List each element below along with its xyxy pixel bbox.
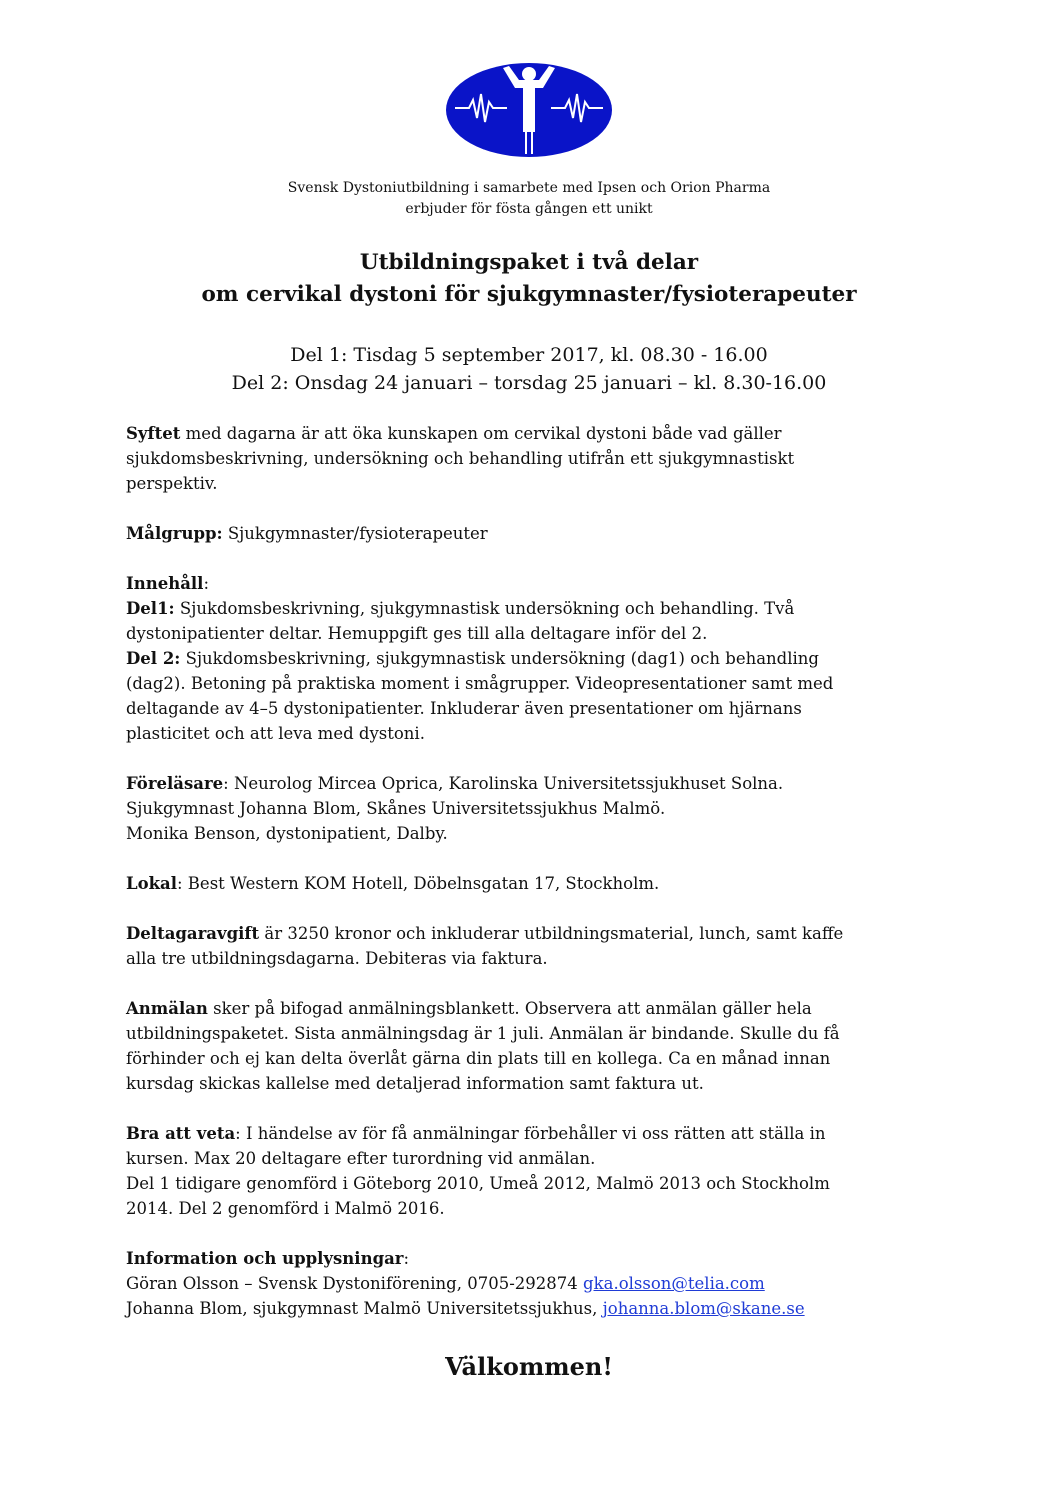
syfte-label: Syftet bbox=[126, 424, 181, 443]
del2-label: Del 2: bbox=[126, 649, 181, 668]
del2-text: Sjukdomsbeskrivning, sjukgymnastisk undersökning (dag1) och behandling bbox=[180, 649, 819, 668]
anmalan-text: sker på bifogad anmälningsblankett. Observera att anmälan gäller hela bbox=[207, 999, 812, 1018]
course-dates bbox=[0, 341, 1058, 397]
dystonia-logo bbox=[445, 62, 613, 158]
bra-text: : I händelse av för få anmälningar förbehåller vi oss rätten att ställa in bbox=[235, 1124, 826, 1143]
contact-2-text: Johanna Blom, sjukgymnast Malmö Universitetssjukhus, bbox=[126, 1299, 603, 1318]
bra-text: Del 1 tidigare genomförd i Göteborg 2010, Umeå 2012, Malmö 2013 och Stockholm bbox=[126, 1174, 830, 1193]
syfte-text: med dagarna är att öka kunskapen om cervikal dystoni både vad gäller bbox=[180, 424, 782, 443]
syfte-text: perspektiv. bbox=[126, 474, 218, 493]
intro-text bbox=[0, 178, 1058, 220]
intro-line-1: Svensk Dystoniutbildning i samarbete med Ipsen och Orion Pharma bbox=[287, 180, 771, 196]
section-bra-att-veta bbox=[126, 1121, 926, 1221]
title-line-2: om cervikal dystoni för sjukgymnaster/fysioterapeuter bbox=[201, 282, 857, 307]
info-colon: : bbox=[403, 1249, 410, 1268]
malgrupp-text: Sjukgymnaster/fysioterapeuter bbox=[222, 524, 488, 543]
anmalan-text: förhinder och ej kan delta överlåt gärna din plats till en kollega. Ca en månad innan bbox=[126, 1049, 831, 1068]
title-line-1: Utbildningspaket i två delar bbox=[359, 250, 699, 275]
document-body bbox=[126, 421, 926, 1346]
lokal-label: Lokal bbox=[126, 874, 177, 893]
innehall-colon: : bbox=[203, 574, 209, 593]
info-label: Information och upplysningar bbox=[126, 1249, 404, 1268]
bra-label: Bra att veta bbox=[126, 1124, 236, 1143]
anmalan-label: Anmälan bbox=[126, 999, 208, 1018]
del2-text: plasticitet och att leva med dystoni. bbox=[126, 724, 425, 743]
forelasare-text: : Neurolog Mircea Oprica, Karolinska Universitetssjukhuset Solna. bbox=[223, 774, 784, 793]
document-title bbox=[0, 247, 1058, 311]
section-syfte bbox=[126, 421, 926, 496]
bra-text: kursen. Max 20 deltagare efter turordning vid anmälan. bbox=[126, 1149, 596, 1168]
avgift-label: Deltagaravgift bbox=[126, 924, 260, 943]
del1-label: Del1: bbox=[126, 599, 175, 618]
date-del-2: Del 2: Onsdag 24 januari – torsdag 25 januari – kl. 8.30-16.00 bbox=[231, 372, 827, 394]
anmalan-text: utbildningspaketet. Sista anmälningsdag är 1 juli. Anmälan är bindande. Skulle du få bbox=[126, 1024, 840, 1043]
malgrupp-label: Målgrupp: bbox=[126, 524, 223, 543]
avgift-text: är 3250 kronor och inkluderar utbildningsmaterial, lunch, samt kaffe bbox=[259, 924, 844, 943]
del2-text: deltagande av 4–5 dystonipatienter. Inkluderar även presentationer om hjärnans bbox=[126, 699, 802, 718]
section-avgift bbox=[126, 921, 926, 971]
section-forelasare bbox=[126, 771, 926, 846]
forelasare-label: Föreläsare bbox=[126, 774, 224, 793]
section-lokal bbox=[126, 871, 926, 896]
del1-text: dystonipatienter deltar. Hemuppgift ges till alla deltagare inför del 2. bbox=[126, 624, 708, 643]
section-malgrupp bbox=[126, 521, 926, 546]
forelasare-text: Monika Benson, dystonipatient, Dalby. bbox=[126, 824, 448, 843]
anmalan-text: kursdag skickas kallelse med detaljerad information samt faktura ut. bbox=[126, 1074, 704, 1093]
section-information bbox=[126, 1246, 926, 1321]
contact-1-text: Göran Olsson – Svensk Dystoniförening, 0705-292874 bbox=[126, 1274, 584, 1293]
section-innehall bbox=[126, 571, 926, 746]
contact-1-email-link[interactable]: gka.olsson@telia.com bbox=[583, 1274, 765, 1293]
forelasare-text: Sjukgymnast Johanna Blom, Skånes Universitetssjukhus Malmö. bbox=[126, 799, 666, 818]
welcome-heading: Välkommen! bbox=[445, 1352, 613, 1381]
contact-2-email-link[interactable]: johanna.blom@skane.se bbox=[602, 1299, 805, 1318]
date-del-1: Del 1: Tisdag 5 september 2017, kl. 08.30 - 16.00 bbox=[290, 344, 768, 366]
intro-line-2: erbjuder för fösta gången ett unikt bbox=[405, 201, 653, 217]
del1-text: Sjukdomsbeskrivning, sjukgymnastisk undersökning och behandling. Två bbox=[174, 599, 795, 618]
bra-text: 2014. Del 2 genomförd i Malmö 2016. bbox=[126, 1199, 445, 1218]
avgift-text: alla tre utbildningsdagarna. Debiteras via faktura. bbox=[126, 949, 548, 968]
del2-text: (dag2). Betoning på praktiska moment i smågrupper. Videopresentationer samt med bbox=[126, 674, 834, 693]
section-anmalan bbox=[126, 996, 926, 1096]
syfte-text: sjukdomsbeskrivning, undersökning och behandling utifrån ett sjukgymnastiskt bbox=[126, 449, 795, 468]
lokal-text: : Best Western KOM Hotell, Döbelnsgatan 17, Stockholm. bbox=[177, 874, 660, 893]
innehall-label: Innehåll bbox=[126, 574, 204, 593]
